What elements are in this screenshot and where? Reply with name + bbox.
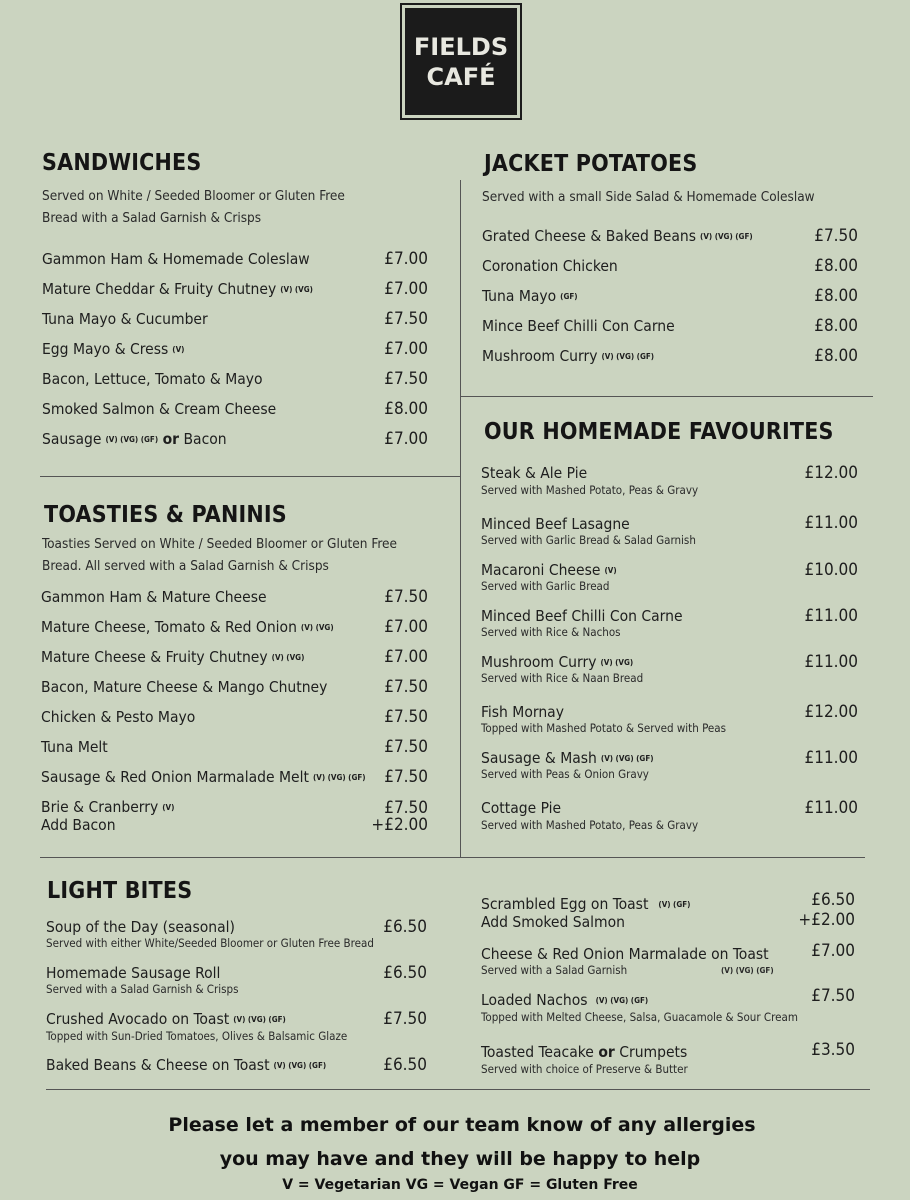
menu-item: Cheese & Red Onion Marmalade on Toast	[481, 945, 769, 963]
section-title-jacket: JACKET POTATOES	[484, 151, 698, 177]
menu-item: Mature Cheddar & Fruity Chutney (V) (VG)	[42, 280, 313, 298]
menu-item: Tuna Melt	[41, 738, 108, 756]
jacket-description: Served with a small Side Salad & Homemade Coleslaw	[482, 189, 815, 205]
menu-price: £7.50	[384, 677, 428, 697]
menu-price: £7.50	[384, 707, 428, 727]
section-title-toasties: TOASTIES & PANINIS	[44, 502, 287, 528]
menu-item-subtitle: Served with a Salad Garnish & Crisps	[46, 982, 239, 996]
menu-item: Tuna Mayo & Cucumber	[42, 310, 208, 328]
menu-price: £12.00	[804, 463, 858, 483]
sandwiches-description	[42, 185, 345, 229]
menu-price: £7.50	[384, 587, 428, 607]
dietary-tags: (V) (VG) (GF)	[601, 352, 655, 361]
logo-line-2: CAFÉ	[426, 62, 496, 91]
menu-price: £6.50	[383, 917, 427, 937]
menu-price: £10.00	[804, 560, 858, 580]
menu-price: £7.50	[384, 737, 428, 757]
menu-item: Minced Beef Chilli Con Carne	[481, 607, 683, 625]
divider-jacket	[460, 396, 873, 397]
menu-price: £3.50	[811, 1040, 855, 1060]
menu-item: Cottage Pie	[481, 799, 562, 817]
menu-item: Coronation Chicken	[482, 257, 618, 275]
menu-price: £7.00	[384, 339, 428, 359]
allergy-notice-line-2: you may have and they will be happy to help	[219, 1148, 701, 1170]
menu-price: £6.50	[811, 890, 855, 910]
menu-price: £11.00	[804, 652, 858, 672]
dietary-tags: (V)	[162, 803, 175, 812]
dietary-tags: (V) (VG)	[280, 285, 313, 294]
toasties-desc-line-2: Bread. All served with a Salad Garnish & Crisps	[42, 558, 329, 574]
menu-price: £8.00	[814, 286, 858, 306]
menu-item: Mature Cheese & Fruity Chutney (V) (VG)	[41, 648, 305, 666]
menu-item: Fish Mornay	[481, 703, 564, 721]
menu-price: £7.00	[384, 617, 428, 637]
dietary-tags: (V) (VG)	[271, 653, 305, 662]
menu-price: £7.50	[384, 798, 428, 818]
logo-line-1: FIELDS	[413, 32, 509, 61]
menu-price: £11.00	[804, 748, 858, 768]
divider-sandwiches	[40, 476, 460, 477]
menu-item-subtitle: Served with Garlic Bread & Salad Garnish	[481, 533, 696, 547]
menu-item: Sausage (V) (VG) (GF) or Bacon	[42, 430, 227, 448]
menu-price: £8.00	[384, 399, 428, 419]
toasties-desc-line-1: Toasties Served on White / Seeded Bloomer or Gluten Free	[42, 536, 397, 552]
menu-item: Loaded Nachos (V) (VG) (GF)	[481, 991, 649, 1009]
menu-price: £7.50	[814, 226, 858, 246]
menu-item: Mature Cheese, Tomato & Red Onion (V) (VG)	[41, 618, 334, 636]
menu-item: Mince Beef Chilli Con Carne	[482, 317, 675, 335]
divider-main	[40, 857, 865, 858]
menu-item-subtitle: Served with Mashed Potato, Peas & Gravy	[481, 483, 699, 497]
menu-item: Tuna Mayo (GF)	[482, 287, 578, 305]
menu-item-subtitle: Served with Garlic Bread	[481, 579, 610, 593]
menu-item: Gammon Ham & Mature Cheese	[41, 588, 267, 606]
section-title-favourites: OUR HOMEMADE FAVOURITES	[484, 419, 834, 445]
dietary-tags: (V) (VG)	[300, 623, 334, 632]
allergy-notice-line-1: Please let a member of our team know of any allergies	[168, 1114, 756, 1136]
menu-add-on-price: +£2.00	[798, 910, 855, 930]
dietary-tags: (V) (VG) (GF)	[721, 966, 774, 975]
toasties-description	[42, 533, 397, 577]
menu-item-subtitle: Served with either White/Seeded Bloomer or Gluten Free Bread	[46, 936, 374, 950]
menu-price: £8.00	[814, 256, 858, 276]
menu-item: Steak & Ale Pie	[481, 464, 588, 482]
menu-item: Smoked Salmon & Cream Cheese	[42, 400, 277, 418]
menu-item: Minced Beef Lasagne	[481, 515, 630, 533]
menu-price: £7.50	[383, 1009, 427, 1029]
column-divider-top	[460, 180, 461, 857]
dietary-tags: (V) (VG) (GF)	[700, 232, 753, 241]
menu-item-subtitle: Served with Rice & Naan Bread	[481, 671, 644, 685]
section-title-light-bites: LIGHT BITES	[47, 878, 193, 904]
menu-price: £7.50	[384, 369, 428, 389]
cafe-logo	[400, 3, 522, 120]
menu-item: Homemade Sausage Roll	[46, 964, 221, 982]
menu-price: £11.00	[804, 606, 858, 626]
menu-item: Brie & Cranberry (V)	[41, 798, 175, 816]
menu-item: Bacon, Lettuce, Tomato & Mayo	[42, 370, 263, 388]
dietary-tags: (V) (VG) (GF)	[273, 1061, 327, 1070]
menu-price: £7.50	[384, 767, 428, 787]
menu-price: £8.00	[814, 346, 858, 366]
dietary-tags: (V) (VG) (GF)	[312, 773, 366, 782]
dietary-tags: (V)	[604, 566, 617, 575]
menu-item: Macaroni Cheese (V)	[481, 561, 617, 579]
menu-item: Toasted Teacake or Crumpets	[481, 1043, 688, 1061]
menu-item-subtitle: Topped with Melted Cheese, Salsa, Guacamole & Sour Cream	[481, 1010, 798, 1024]
menu-price: £7.50	[384, 309, 428, 329]
menu-price: £12.00	[804, 702, 858, 722]
menu-item-subtitle: Topped with Mashed Potato & Served with Peas	[481, 721, 726, 735]
menu-item-subtitle: Topped with Sun-Dried Tomatoes, Olives & Balsamic Glaze	[46, 1029, 348, 1043]
dietary-tags: (V) (VG) (GF)	[600, 754, 654, 763]
menu-item: Chicken & Pesto Mayo	[41, 708, 196, 726]
menu-price: £6.50	[383, 963, 427, 983]
menu-price: £7.00	[384, 647, 428, 667]
dietary-tags: (V) (GF)	[658, 900, 691, 909]
menu-item: Scrambled Egg on Toast (V) (GF)	[481, 895, 691, 913]
dietary-tags: (V) (VG) (GF)	[233, 1015, 286, 1024]
menu-price: £7.50	[811, 986, 855, 1006]
menu-item: Crushed Avocado on Toast (V) (VG) (GF)	[46, 1010, 286, 1028]
menu-price: £7.00	[384, 249, 428, 269]
menu-item: Baked Beans & Cheese on Toast (V) (VG) (GF)	[46, 1056, 327, 1074]
menu-price: £11.00	[804, 798, 858, 818]
menu-price: £7.00	[811, 941, 855, 961]
menu-item-subtitle: Served with Peas & Onion Gravy	[481, 767, 649, 781]
menu-add-on-price: +£2.00	[371, 815, 428, 835]
menu-price: £7.00	[384, 279, 428, 299]
dietary-tags: (V)	[172, 345, 185, 354]
divider-bottom	[46, 1089, 870, 1090]
dietary-tags: (GF)	[560, 292, 578, 301]
menu-item: Soup of the Day (seasonal)	[46, 918, 235, 936]
menu-item: Mushroom Curry (V) (VG)	[481, 653, 634, 671]
menu-item: Sausage & Red Onion Marmalade Melt (V) (VG) (GF)	[41, 768, 366, 786]
menu-item: Mushroom Curry (V) (VG) (GF)	[482, 347, 655, 365]
menu-item: Grated Cheese & Baked Beans (V) (VG) (GF)	[482, 227, 753, 245]
sandwiches-desc-line-1: Served on White / Seeded Bloomer or Gluten Free	[42, 188, 345, 204]
menu-price: £7.00	[384, 429, 428, 449]
menu-price: £6.50	[383, 1055, 427, 1075]
menu-add-on: Add Bacon	[41, 816, 116, 834]
menu-item-subtitle: Served with Rice & Nachos	[481, 625, 621, 639]
menu-item: Sausage & Mash (V) (VG) (GF)	[481, 749, 654, 767]
menu-add-on: Add Smoked Salmon	[481, 913, 625, 931]
menu-item: Egg Mayo & Cress (V)	[42, 340, 185, 358]
menu-item-subtitle: Served with a Salad Garnish	[481, 963, 628, 977]
menu-item-subtitle: Served with Mashed Potato, Peas & Gravy	[481, 818, 699, 832]
dietary-tags: (V) (VG)	[600, 658, 634, 667]
section-title-sandwiches: SANDWICHES	[42, 150, 202, 176]
dietary-tags: (V) (VG) (GF)	[105, 435, 159, 444]
menu-price: £8.00	[814, 316, 858, 336]
menu-item-subtitle: Served with choice of Preserve & Butter	[481, 1062, 688, 1076]
menu-price: £11.00	[804, 513, 858, 533]
menu-item: Gammon Ham & Homemade Coleslaw	[42, 250, 310, 268]
menu-item: Bacon, Mature Cheese & Mango Chutney	[41, 678, 328, 696]
sandwiches-desc-line-2: Bread with a Salad Garnish & Crisps	[42, 210, 262, 226]
dietary-key: V = Vegetarian VG = Vegan GF = Gluten Free	[282, 1177, 638, 1193]
dietary-tags: (V) (VG) (GF)	[595, 996, 649, 1005]
